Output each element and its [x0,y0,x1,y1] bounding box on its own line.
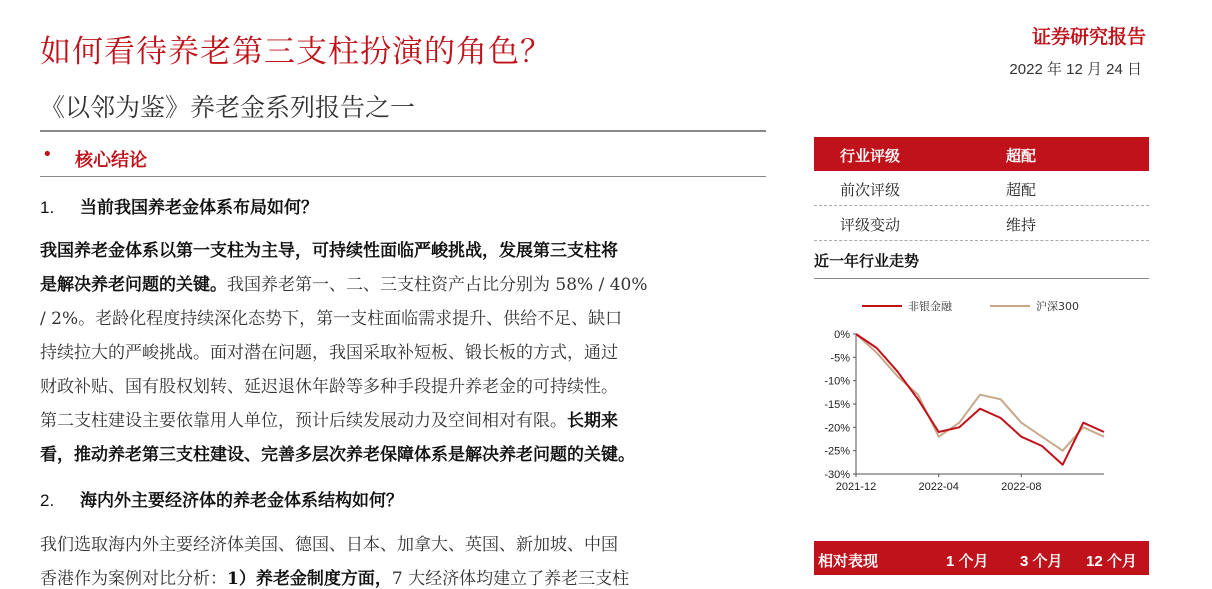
report-subtitle: 《以邻为鉴》养老金系列报告之一 [40,93,416,122]
question-1-text: 当前我国养老金体系布局如何？ [80,198,318,218]
x-tick-label: 2022-04 [918,481,959,493]
question-2 [40,486,403,511]
p1-line-6-rest: 第二支柱建设主要依靠用人单位，预计后续发展动力及空间相对有限。 [40,411,567,431]
rating-row [814,171,1149,206]
p1-line-6 [40,406,766,431]
report-title: 如何看待养老第三支柱扮演的角色？ [40,34,552,70]
rating-value: 超配 [1006,147,1037,165]
perf-label: 相对表现 [818,552,879,570]
p1-line-4: 持续拉大的严峻挑战。面对潜在问题，我国采取补短板、锻长板的方式，通过 [40,343,618,363]
rating-key: 评级变动 [840,216,901,234]
rating-key: 前次评级 [840,181,901,199]
rating-table [814,137,1149,241]
p1-line-3: / 2%。老龄化程度持续深化态势下，第一支柱面临需求提升、供给不足、缺口 [40,309,623,329]
legend-label: 沪深300 [1036,300,1079,313]
trend-chart [814,290,1149,500]
question-2-text: 海内外主要经济体的养老金体系结构如何？ [80,491,403,511]
rating-key: 行业评级 [840,147,901,165]
report-type: 证券研究报告 [1031,26,1146,48]
y-tick-label: -25% [824,445,850,458]
p2-line-1: 我们选取海内外主要经济体美国、德国、日本、加拿大、英国、新加坡、中国 [40,535,618,555]
p2-line-2-b: 7 大经济体均建立了养老三支柱 [391,569,630,589]
p1-line-1: 我国养老金体系以第一支柱为主导，可持续性面临严峻挑战，发展第三支柱将 [40,241,618,261]
y-tick-label: -10% [824,375,850,388]
p1-line-2-rest: 我国养老第一、二、三支柱资产占比分别为 58% / 40% [227,275,648,295]
rating-value: 超配 [1006,181,1037,199]
series-line-1 [856,334,1104,451]
section-divider [40,176,766,177]
question-2-number: 2. [40,491,55,510]
y-tick-label: 0% [834,329,850,341]
report-date: 2022 年 12 月 24 日 [1009,61,1142,78]
y-tick-label: -15% [824,399,850,411]
y-tick-label: -20% [824,422,850,435]
p2-line-2-a: 香港作为案例对比分析： [40,569,227,589]
perf-12m: 12 个月 [1086,553,1137,570]
perf-1m: 1 个月 [946,553,989,570]
p1-line-7: 看，推动养老第三支柱建设、完善多层次养老保障体系是解决养老问题的关键。 [40,445,635,465]
perf-3m: 3 个月 [1020,553,1063,570]
question-1-number: 1. [40,198,55,217]
x-tick-label: 2022-08 [1001,481,1042,493]
y-tick-label: -30% [824,469,850,481]
legend-label: 非银金融 [908,300,952,313]
section-label: 核心结论 [75,150,147,171]
bullet-icon: • [42,144,53,165]
p1-line-6-bold: 长期来 [567,411,618,431]
section-header [40,144,766,174]
rating-row [814,137,1149,171]
y-tick-label: -5% [830,352,850,365]
p2-line-2-bold: 1）养老金制度方面， [227,569,392,589]
title-divider [40,130,766,132]
p1-line-2 [40,270,766,295]
trend-title: 近一年行业走势 [814,252,920,270]
rating-row [814,206,1149,241]
rating-value: 维持 [1006,216,1037,234]
p2-line-2 [40,564,766,589]
p1-line-5: 财政补贴、国有股权划转、延迟退休年龄等多种手段提升养老金的可持续性。 [40,377,618,397]
x-tick-label: 2021-12 [835,481,877,493]
question-1 [40,193,318,218]
trend-divider [814,278,1149,279]
relative-performance-header [814,541,1149,575]
p1-line-2-bold: 是解决养老问题的关键。 [40,275,227,295]
